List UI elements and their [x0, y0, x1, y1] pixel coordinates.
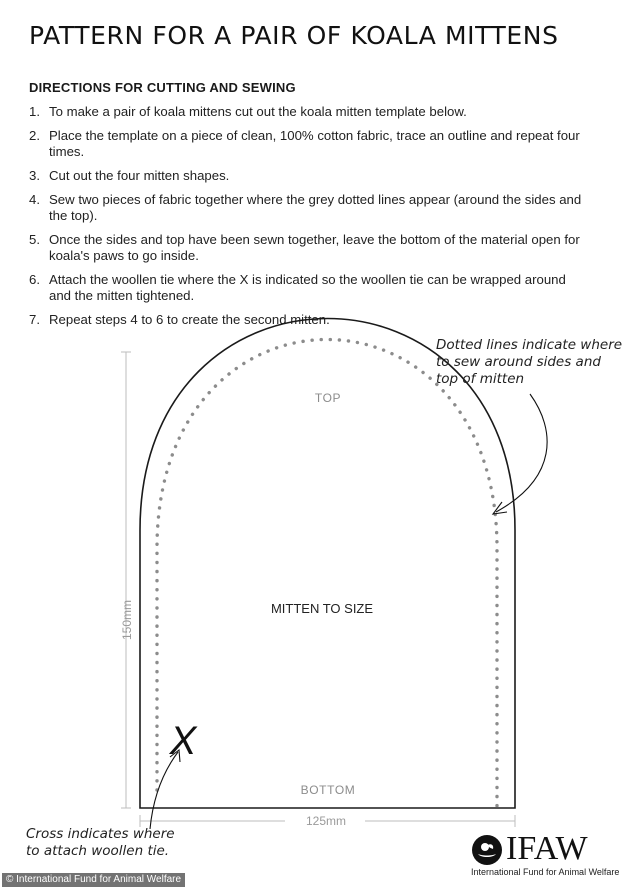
hands-holding-animal-icon — [470, 833, 504, 867]
width-dimension — [140, 815, 515, 827]
step-text: Sew two pieces of fabric together where the grey dotted lines appear (around the sides and the top). — [49, 192, 582, 223]
step-text: Repeat steps 4 to 6 to create the second mitten. — [49, 312, 330, 327]
dotted-lines-arrow — [496, 394, 547, 512]
step-number: 4. — [29, 192, 40, 207]
step-number: 1. — [29, 104, 40, 119]
step-text: Once the sides and top have been sewn together, leave the bottom of the material open for koala's paws to go inside. — [49, 232, 580, 263]
logo-text: IFAW — [506, 830, 588, 867]
direction-step — [29, 104, 589, 120]
page-title: PATTERN FOR A PAIR OF KOALA MITTENS — [29, 21, 559, 50]
dotted-lines-arrowhead — [493, 502, 507, 514]
cross-mark: X — [169, 719, 197, 763]
width-dimension-label: 125mm — [305, 814, 347, 828]
top-label: TOP — [314, 391, 342, 405]
directions-list — [29, 104, 589, 336]
ifaw-logo — [470, 831, 620, 879]
direction-step — [29, 128, 589, 160]
cross-note: Cross indicates where to attach woollen tie. — [26, 826, 175, 859]
direction-step — [29, 232, 589, 264]
direction-step — [29, 272, 589, 304]
step-text: Cut out the four mitten shapes. — [49, 168, 230, 183]
step-text: Place the template on a piece of clean, 100% cotton fabric, trace an outline and repeat four times. — [49, 128, 580, 159]
center-label: MITTEN TO SIZE — [270, 601, 374, 616]
step-number: 6. — [29, 272, 40, 287]
height-dimension-label: 150mm — [120, 599, 134, 641]
direction-step — [29, 168, 589, 184]
dotted-lines-note: Dotted lines indicate where to sew around sides and top of mitten — [436, 337, 623, 387]
direction-step — [29, 312, 589, 328]
step-number: 5. — [29, 232, 40, 247]
cross-note-arrowhead — [170, 750, 180, 762]
step-number: 2. — [29, 128, 40, 143]
mitten-outline — [140, 319, 515, 809]
bottom-label: BOTTOM — [300, 783, 356, 797]
height-dimension — [121, 352, 131, 808]
direction-step — [29, 192, 589, 224]
step-text: To make a pair of koala mittens cut out the koala mitten template below. — [49, 104, 467, 119]
step-text: Attach the woollen tie where the X is indicated so the woollen tie can be wrapped around and the mitten tightened. — [49, 272, 566, 303]
cross-note-arrow — [150, 752, 178, 829]
stitch-line — [157, 340, 497, 809]
section-heading: DIRECTIONS FOR CUTTING AND SEWING — [29, 80, 296, 95]
step-number: 7. — [29, 312, 40, 327]
step-number: 3. — [29, 168, 40, 183]
logo-subtitle: International Fund for Animal Welfare — [471, 867, 620, 877]
image-credit: © International Fund for Animal Welfare — [2, 873, 185, 887]
